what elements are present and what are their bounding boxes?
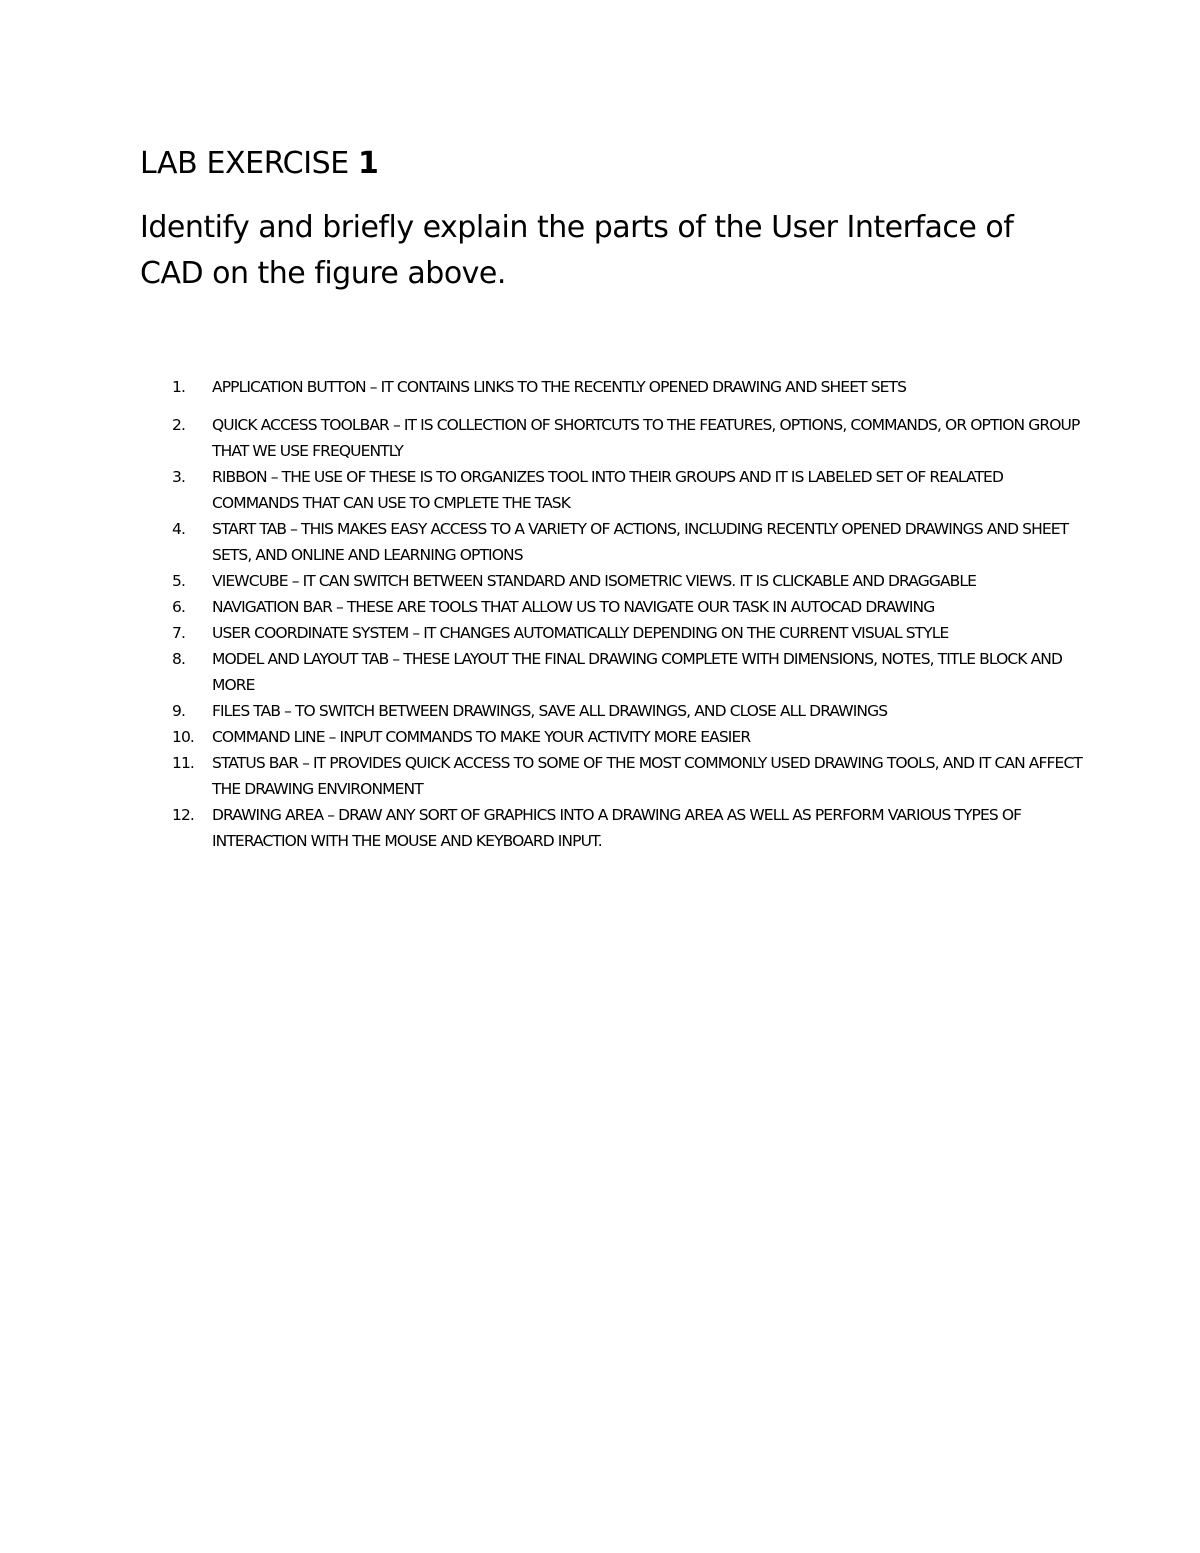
list-item-number: 4. [172,520,185,538]
list-item-number: 11. [172,754,194,772]
list-item-text: DRAWING AREA – DRAW ANY SORT OF GRAPHICS INTO A DRAWING AREA AS WELL AS PERFORM VARIOUS TYPES OF INTERACTION WITH THE MOUSE AND KEYBOARD INPUT. [212,806,1022,850]
list-item [140,568,1085,594]
list-item-text: FILES TAB – TO SWITCH BETWEEN DRAWINGS, SAVE ALL DRAWINGS, AND CLOSE ALL DRAWINGS [212,702,888,720]
list-item-number: 10. [172,728,194,746]
list-item-number: 12. [172,806,194,824]
list-item [140,750,1085,802]
list-item-text: MODEL AND LAYOUT TAB – THESE LAYOUT THE FINAL DRAWING COMPLETE WITH DIMENSIONS, NOTES, TITLE BLOCK AND MORE [212,650,1063,694]
list-item-text: VIEWCUBE – IT CAN SWITCH BETWEEN STANDARD AND ISOMETRIC VIEWS. IT IS CLICKABLE AND DRAGGABLE [212,572,977,590]
list-item-text: USER COORDINATE SYSTEM – IT CHANGES AUTOMATICALLY DEPENDING ON THE CURRENT VISUAL STYLE [212,624,949,642]
list-item [140,802,1085,854]
list-item-number: 7. [172,624,185,642]
list-item-number: 1. [172,378,185,396]
list-item-text: QUICK ACCESS TOOLBAR – IT IS COLLECTION OF SHORTCUTS TO THE FEATURES, OPTIONS, COMMANDS, OR OPTION GROUP THAT WE USE FREQUENTLY [212,416,1080,460]
list-item-text: RIBBON – THE USE OF THESE IS TO ORGANIZES TOOL INTO THEIR GROUPS AND IT IS LABELED SET OF REALATED COMMANDS THAT CAN USE TO CMPLETE THE TASK [212,468,1003,512]
list-item-text: NAVIGATION BAR – THESE ARE TOOLS THAT ALLOW US TO NAVIGATE OUR TASK IN AUTOCAD DRAWING [212,598,935,616]
list-item-number: 2. [172,416,185,434]
exercise-prompt: Identify and briefly explain the parts of the User Interface of CAD on the figure above. [140,210,1014,291]
list-item-number: 9. [172,702,185,720]
list-item [140,698,1085,724]
list-item-number: 3. [172,468,185,486]
document-title [140,145,378,183]
list-item [140,464,1085,516]
list-item [140,724,1085,750]
list-item [140,620,1085,646]
list-item [140,594,1085,620]
list-item-number: 6. [172,598,185,616]
list-item [140,412,1085,464]
list-item-number: 5. [172,572,185,590]
list-item-number: 8. [172,650,185,668]
list-item-text: START TAB – THIS MAKES EASY ACCESS TO A VARIETY OF ACTIONS, INCLUDING RECENTLY OPENED DRAWINGS AND SHEET SETS, AND ONLINE AND LEARNING OPTIONS [212,520,1069,564]
list-item [140,374,1085,400]
list-item [140,646,1085,698]
list-item-text: APPLICATION BUTTON – IT CONTAINS LINKS TO THE RECENTLY OPENED DRAWING AND SHEET SETS [212,378,907,396]
title-prefix: LAB EXERCISE [140,146,349,181]
list-item [140,516,1085,568]
ui-parts-list [140,374,1085,854]
title-number: 1 [358,146,379,181]
list-item-text: STATUS BAR – IT PROVIDES QUICK ACCESS TO SOME OF THE MOST COMMONLY USED DRAWING TOOLS, AND IT CAN AFFECT THE DRAWING ENVIRONMENT [212,754,1082,798]
list-item-text: COMMAND LINE – INPUT COMMANDS TO MAKE YOUR ACTIVITY MORE EASIER [212,728,751,746]
